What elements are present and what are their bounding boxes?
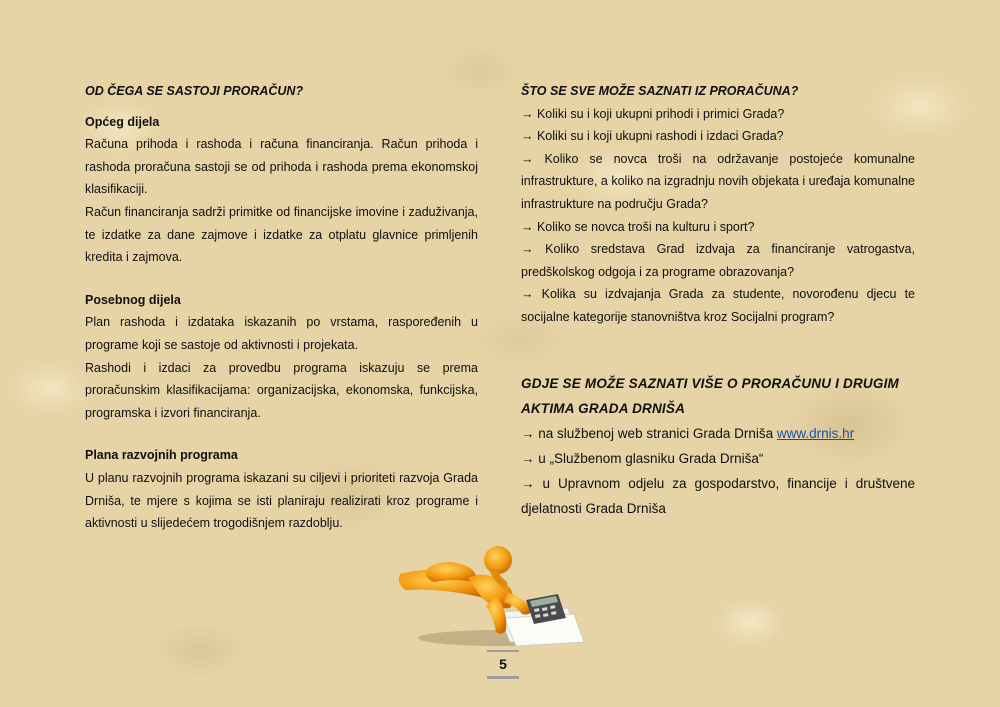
special-part-text-1: Plan rashoda i izdataka iskazanih po vrstama, raspoređenih u programe koji se sastoje od aktivnosti i projekata. [85,315,478,352]
question-item: → Koliki su i koji ukupni rashodi i izdaci Grada? [521,129,784,144]
special-part-section [85,289,478,425]
page-number: 5 [487,650,519,679]
more-info-website-text: → na službenoj web stranici Grada Drniša [521,425,777,441]
general-part-title: Općeg dijela [85,114,160,129]
general-part-text-2: Račun financiranja sadrži primitke od financijske imovine i zaduživanja, te izdatke za dane zajmove i izdatke za otplatu glavnice primljenih kredita i zajmova. [85,204,478,265]
special-part-text-2: Rashodi i izdaci za provedbu programa iskazuju se prema proračunskim klasifikacijama: organizacijska, ekonomska, funkcijska, programska i izvori financiranja. [85,360,478,420]
right-column [521,80,915,521]
website-link[interactable]: www.drnis.hr [776,425,855,441]
development-plan-title: Plana razvojnih programa [85,448,238,463]
more-info-gazette: → u „Službenom glasniku Grada Drniša“ [521,450,764,466]
question-item: → Koliki su i koji ukupni prihodi i primici Grada? [521,106,785,121]
person-with-calculator-illustration [398,538,588,650]
more-info-department: → u Upravnom odjelu za gospodarstvo, financije i društvene djelatnosti Grada Drniša [521,475,915,516]
development-plan-text: U planu razvojnih programa iskazani su ciljevi i prioriteti razvoja Grada Drniša, te mjere s kojima se isti planiraju realizirati kroz programe i aktivnosti u slijedećem trogodišnjem razdoblju. [85,470,478,531]
left-column [85,80,478,555]
question-item: → Koliko sredstava Grad izdvaja za financiranje vatrogastva, predškolskog odgoja i za programe obrazovanja? [521,242,915,279]
general-part-section [85,111,478,269]
development-plan-section [85,444,478,534]
budget-info-heading: ŠTO SE SVE MOŽE SAZNATI IZ PRORAČUNA? [521,84,799,98]
more-info-website [521,421,915,446]
question-item: → Kolika su izdvajanja Grada za studente, novorođenu djecu te socijalne kategorije stanovništva kroz Socijalni program? [521,287,915,324]
general-part-text-1: Računa prihoda i rashoda i računa financiranja. Račun prihoda i rashoda proračuna sastoji se od prihoda i rashoda prema ekonomskoj klasifikaciji. [85,137,478,197]
question-item: → Koliko se novca troši na održavanje postojeće komunalne infrastrukture, a koliko na izgradnju novih objekata i uređaja komunalne infrastrukture na području Grada? [521,151,915,211]
budget-composition-heading: OD ČEGA SE SASTOJI PRORAČUN? [85,84,304,98]
special-part-title: Posebnog dijela [85,292,181,307]
more-info-heading: GDJE SE MOŽE SAZNATI VIŠE O PRORAČUNU I DRUGIM AKTIMA GRADA DRNIŠA [521,375,899,416]
question-item: → Koliko se novca troši na kulturu i sport? [521,219,755,234]
